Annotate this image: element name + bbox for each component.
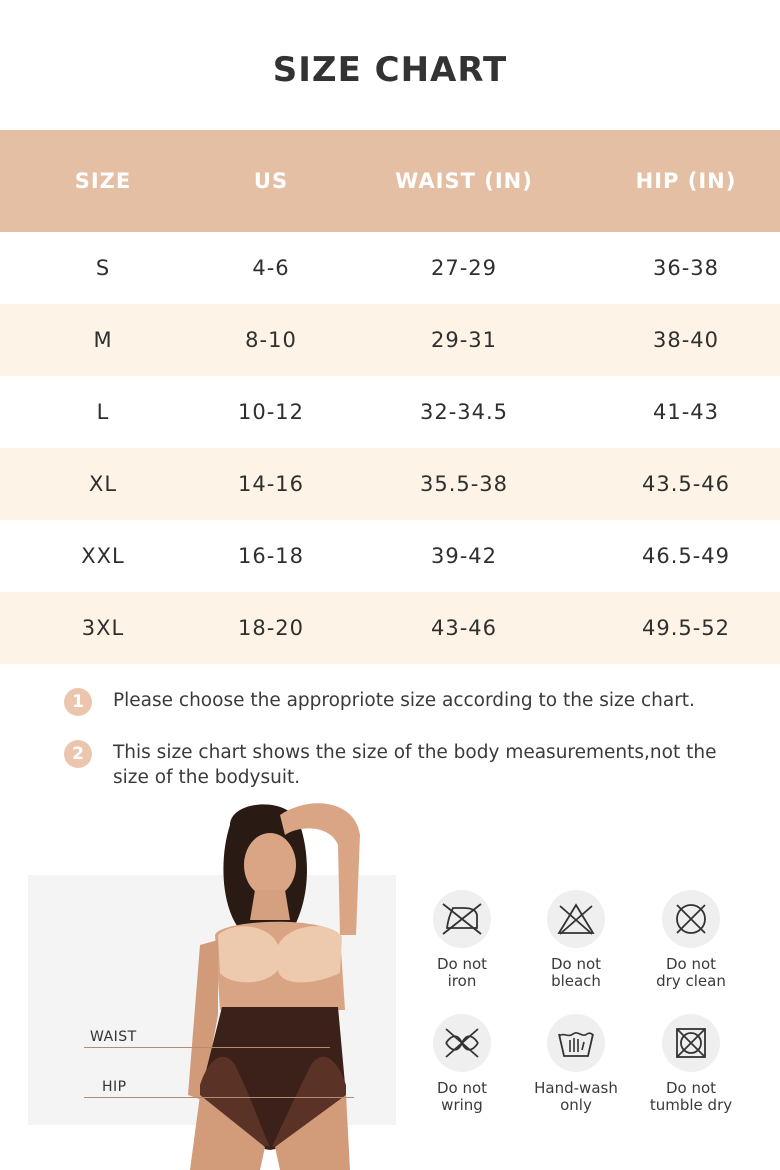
size-table (0, 130, 780, 664)
care-do-not-dry-clean (636, 890, 746, 990)
note-text: This size chart shows the size of the body measurements,not the size of the bodysuit. (113, 742, 717, 788)
table-header (0, 130, 780, 232)
table-row (0, 448, 780, 520)
table-row (0, 376, 780, 448)
do-not-tumble-dry-icon (662, 1014, 720, 1072)
header-waist: WAIST (IN) (395, 169, 533, 193)
cell-size: L (96, 400, 110, 424)
cell-size: XXL (81, 544, 125, 568)
cell-size: XL (88, 472, 118, 496)
cell-waist: 27-29 (430, 256, 498, 280)
note-2 (64, 740, 754, 790)
table-row (0, 232, 780, 304)
table-row (0, 592, 780, 664)
waist-measure-line (84, 1047, 330, 1048)
cell-waist: 39-42 (430, 544, 498, 568)
care-do-not-bleach (521, 890, 631, 990)
cell-waist: 35.5-38 (419, 472, 509, 496)
note-text: Please choose the appropriote size according to the size chart. (113, 690, 695, 711)
hip-label: HIP (102, 1079, 127, 1095)
cell-us: 18-20 (237, 616, 305, 640)
cell-us: 10-12 (237, 400, 305, 424)
do-not-bleach-icon (547, 890, 605, 948)
page-title: SIZE CHART (272, 50, 508, 90)
cell-hip: 36-38 (652, 256, 720, 280)
table-row (0, 520, 780, 592)
care-do-not-wring (407, 1014, 517, 1114)
cell-us: 4-6 (252, 256, 290, 280)
cell-us: 8-10 (245, 328, 297, 352)
care-label: Do not tumble dry (649, 1079, 733, 1114)
cell-hip: 49.5-52 (641, 616, 731, 640)
header-size: SIZE (74, 169, 132, 193)
care-hand-wash (521, 1014, 631, 1114)
note-number-badge: 2 (64, 740, 92, 768)
header-hip: HIP (IN) (635, 169, 737, 193)
care-label: Do not bleach (550, 955, 602, 990)
cell-waist: 29-31 (430, 328, 498, 352)
care-label: Hand-wash only (534, 1079, 618, 1114)
do-not-wring-icon (433, 1014, 491, 1072)
care-label: Do not wring (436, 1079, 488, 1114)
cell-hip: 41-43 (652, 400, 720, 424)
model-figure (160, 795, 380, 1170)
cell-us: 14-16 (237, 472, 305, 496)
cell-size: M (93, 328, 113, 352)
cell-hip: 46.5-49 (641, 544, 731, 568)
care-do-not-iron (407, 890, 517, 990)
do-not-dry-clean-icon (662, 890, 720, 948)
care-do-not-tumble-dry (636, 1014, 746, 1114)
table-row (0, 304, 780, 376)
cell-hip: 38-40 (652, 328, 720, 352)
cell-size: S (95, 256, 111, 280)
note-number-badge: 1 (64, 688, 92, 716)
care-label: Do not dry clean (656, 955, 726, 990)
waist-label: WAIST (90, 1029, 137, 1045)
cell-hip: 43.5-46 (641, 472, 731, 496)
header-us: US (253, 169, 289, 193)
hand-wash-icon (547, 1014, 605, 1072)
cell-waist: 43-46 (430, 616, 498, 640)
hip-measure-line (84, 1097, 354, 1098)
care-label: Do not iron (436, 955, 488, 990)
do-not-iron-icon (433, 890, 491, 948)
note-1 (64, 688, 754, 716)
cell-waist: 32-34.5 (419, 400, 509, 424)
cell-size: 3XL (81, 616, 125, 640)
cell-us: 16-18 (237, 544, 305, 568)
